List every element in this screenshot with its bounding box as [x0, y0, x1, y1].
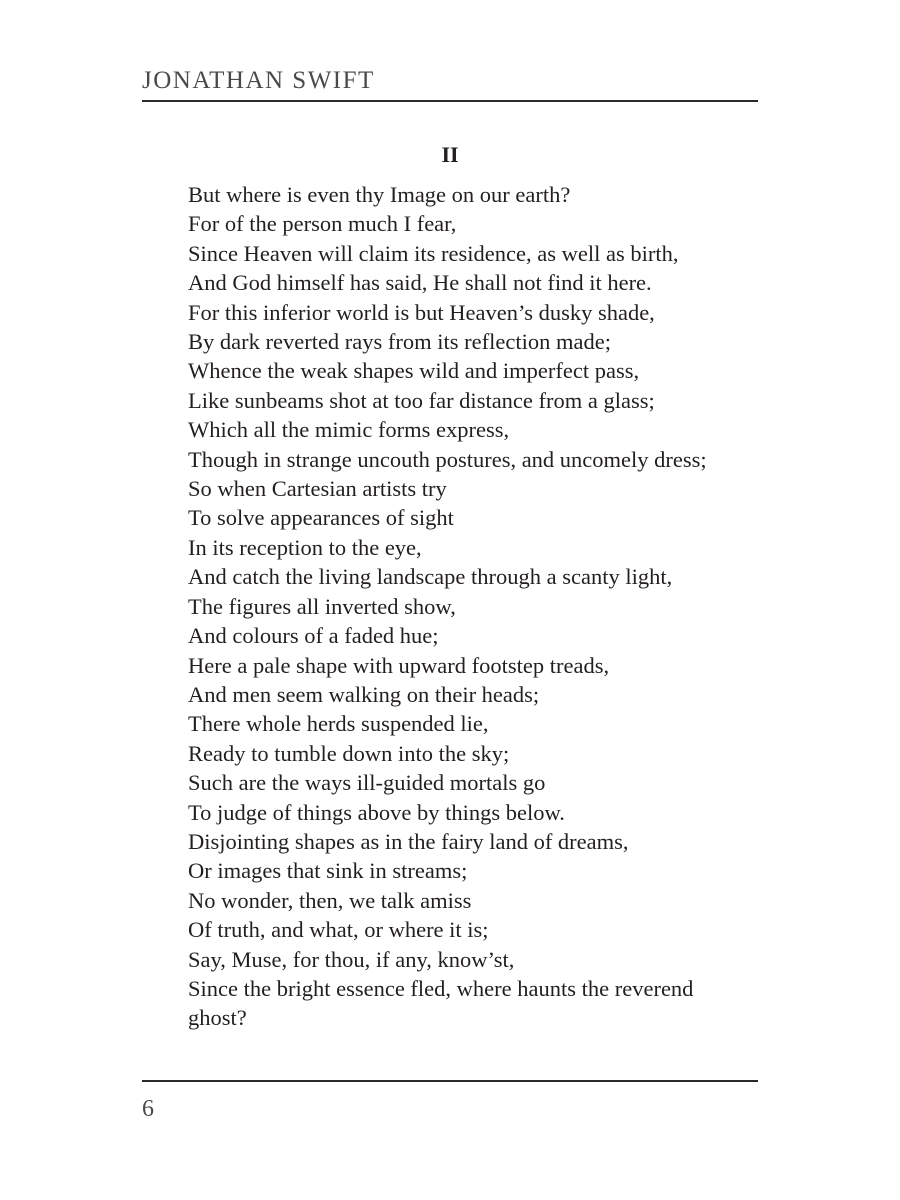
poem-line: And catch the living landscape through a scanty light, — [188, 564, 673, 590]
poem-line: And men seem walking on their heads; — [188, 681, 540, 707]
poem-line: Ready to tumble down into the sky; — [188, 740, 510, 766]
poem-line: To judge of things above by things below. — [188, 799, 565, 825]
poem-line: Or images that sink in streams; — [188, 858, 468, 884]
poem-line: But where is even thy Image on our earth? — [188, 182, 571, 207]
footer-rule — [142, 1080, 758, 1082]
poem-line: To solve appearances of sight — [188, 505, 454, 531]
poem-line: Though in strange uncouth postures, and uncomely dress; — [188, 446, 707, 472]
poem-line: In its reception to the eye, — [188, 534, 422, 560]
poem-line: So when Cartesian artists try — [188, 476, 447, 502]
poem-line: Since Heaven will claim its residence, as well as birth, — [188, 240, 679, 266]
poem-stanza — [188, 180, 768, 1033]
poem-line: Like sunbeams shot at too far distance from a glass; — [188, 387, 655, 413]
poem-line: Whence the weak shapes wild and imperfect pass, — [188, 358, 640, 384]
poem-line: By dark reverted rays from its reflection made; — [188, 329, 611, 355]
section-heading: II — [441, 142, 459, 167]
poem-line: ghost? — [188, 1005, 247, 1031]
poem-line: No wonder, then, we talk amiss — [188, 887, 472, 913]
poem-line: For of the person much I fear, — [188, 211, 457, 237]
poem-line: Such are the ways ill-guided mortals go — [188, 770, 546, 796]
header-rule — [142, 100, 758, 102]
poem-line: Which all the mimic forms express, — [188, 417, 510, 443]
poem-line: The figures all inverted show, — [188, 593, 456, 619]
poem-line: Here a pale shape with upward footstep treads, — [188, 652, 610, 678]
running-head: JONATHAN SWIFT — [142, 67, 375, 94]
poem-line: And colours of a faded hue; — [188, 623, 439, 649]
poem-line: Say, Muse, for thou, if any, know’st, — [188, 946, 515, 972]
poem-line: And God himself has said, He shall not find it here. — [188, 270, 652, 296]
poem-line: For this inferior world is but Heaven’s dusky shade, — [188, 299, 655, 325]
poem-line: Disjointing shapes as in the fairy land of dreams, — [188, 828, 629, 854]
poem-line: Since the bright essence fled, where haunts the reverend — [188, 975, 694, 1001]
page-number: 6 — [142, 1096, 154, 1122]
poem-line: Of truth, and what, or where it is; — [188, 917, 489, 943]
poem-line: There whole herds suspended lie, — [188, 711, 489, 737]
